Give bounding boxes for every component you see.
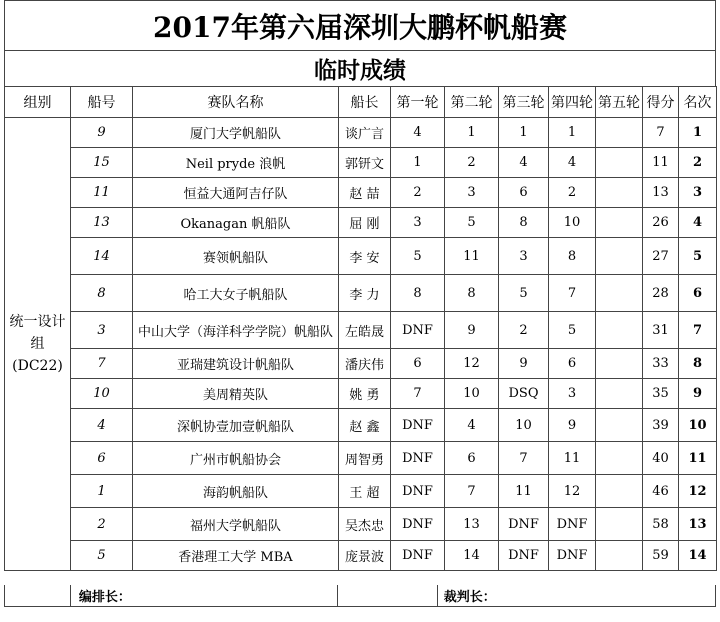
team-name-cell: 香港理工大学 MBA — [133, 541, 339, 571]
skipper-cell: 郭钘文 — [339, 148, 391, 178]
race-4-cell: 10 — [549, 208, 596, 238]
skipper-cell: 屈 刚 — [339, 208, 391, 238]
table-row — [5, 208, 717, 238]
header-cell: 第四轮 — [549, 87, 596, 118]
score-cell: 59 — [643, 541, 679, 571]
header-cell: 名次 — [679, 87, 717, 118]
page-title: 2017年第六届深圳大鹏杯帆船赛 — [4, 0, 716, 50]
boat-number-cell: 3 — [71, 312, 133, 349]
boat-number-cell: 15 — [71, 148, 133, 178]
race-4-cell: 2 — [549, 178, 596, 208]
race-3-cell: DSQ — [499, 379, 549, 409]
score-cell: 28 — [643, 275, 679, 312]
team-name-cell: 美周精英队 — [133, 379, 339, 409]
race-4-cell: 3 — [549, 379, 596, 409]
race-5-cell — [596, 178, 643, 208]
boat-number-cell: 4 — [71, 409, 133, 442]
race-2-cell: 9 — [445, 312, 499, 349]
header-row — [5, 87, 717, 118]
compiler-signature-field — [338, 585, 438, 606]
table-row — [5, 118, 717, 148]
race-1-cell: DNF — [391, 312, 445, 349]
header-cell: 赛队名称 — [133, 87, 339, 118]
skipper-cell: 王 超 — [339, 475, 391, 508]
race-2-cell: 2 — [445, 148, 499, 178]
table-row — [5, 442, 717, 475]
team-name-cell: 广州市帆船协会 — [133, 442, 339, 475]
race-5-cell — [596, 379, 643, 409]
score-cell: 13 — [643, 178, 679, 208]
skipper-cell: 潘庆伟 — [339, 349, 391, 379]
team-name-cell: 海韵帆船队 — [133, 475, 339, 508]
rank-cell: 6 — [679, 275, 717, 312]
score-cell: 39 — [643, 409, 679, 442]
race-5-cell — [596, 475, 643, 508]
race-4-cell: 1 — [549, 118, 596, 148]
race-5-cell — [596, 148, 643, 178]
table-row — [5, 508, 717, 541]
group-label-line: 统一设计 — [9, 314, 66, 330]
race-5-cell — [596, 409, 643, 442]
rank-cell: 14 — [679, 541, 717, 571]
race-1-cell: 1 — [391, 148, 445, 178]
group-cell — [5, 118, 71, 571]
footer-blank — [5, 585, 71, 606]
table-row — [5, 148, 717, 178]
race-2-cell: 11 — [445, 238, 499, 275]
table-row — [5, 349, 717, 379]
score-cell: 58 — [643, 508, 679, 541]
score-cell: 40 — [643, 442, 679, 475]
rank-cell: 11 — [679, 442, 717, 475]
team-name-cell: 厦门大学帆船队 — [133, 118, 339, 148]
race-2-cell: 4 — [445, 409, 499, 442]
race-2-cell: 6 — [445, 442, 499, 475]
race-1-cell: 4 — [391, 118, 445, 148]
score-cell: 33 — [643, 349, 679, 379]
race-3-cell: 9 — [499, 349, 549, 379]
rank-cell: 1 — [679, 118, 717, 148]
score-cell: 31 — [643, 312, 679, 349]
score-cell: 27 — [643, 238, 679, 275]
boat-number-cell: 6 — [71, 442, 133, 475]
judge-label: 裁判长： — [443, 590, 496, 605]
race-5-cell — [596, 541, 643, 571]
team-name-cell: Neil pryde 浪帆 — [133, 148, 339, 178]
race-3-cell: 4 — [499, 148, 549, 178]
team-name-cell: 亚瑞建筑设计帆船队 — [133, 349, 339, 379]
race-3-cell: 2 — [499, 312, 549, 349]
boat-number-cell: 2 — [71, 508, 133, 541]
header-cell: 船长 — [339, 87, 391, 118]
race-5-cell — [596, 118, 643, 148]
rank-cell: 9 — [679, 379, 717, 409]
race-5-cell — [596, 349, 643, 379]
race-5-cell — [596, 238, 643, 275]
race-3-cell: 5 — [499, 275, 549, 312]
race-4-cell: DNF — [549, 541, 596, 571]
race-2-cell: 8 — [445, 275, 499, 312]
race-2-cell: 12 — [445, 349, 499, 379]
race-2-cell: 14 — [445, 541, 499, 571]
score-cell: 26 — [643, 208, 679, 238]
race-3-cell: 8 — [499, 208, 549, 238]
table-row — [5, 541, 717, 571]
race-4-cell: 11 — [549, 442, 596, 475]
race-5-cell — [596, 208, 643, 238]
race-4-cell: DNF — [549, 508, 596, 541]
boat-number-cell: 5 — [71, 541, 133, 571]
page-subtitle: 临时成绩 — [4, 50, 716, 86]
race-2-cell: 13 — [445, 508, 499, 541]
table-row — [5, 275, 717, 312]
race-1-cell: 5 — [391, 238, 445, 275]
team-name-cell: 福州大学帆船队 — [133, 508, 339, 541]
race-2-cell: 1 — [445, 118, 499, 148]
race-1-cell: DNF — [391, 475, 445, 508]
race-3-cell: 6 — [499, 178, 549, 208]
skipper-cell: 谈广言 — [339, 118, 391, 148]
race-2-cell: 3 — [445, 178, 499, 208]
table-row — [5, 238, 717, 275]
race-5-cell — [596, 508, 643, 541]
boat-number-cell: 8 — [71, 275, 133, 312]
skipper-cell: 姚 勇 — [339, 379, 391, 409]
race-4-cell: 12 — [549, 475, 596, 508]
race-3-cell: 1 — [499, 118, 549, 148]
race-3-cell: 3 — [499, 238, 549, 275]
race-5-cell — [596, 275, 643, 312]
boat-number-cell: 13 — [71, 208, 133, 238]
group-label-line: (DC22) — [12, 358, 63, 374]
table-row — [5, 475, 717, 508]
race-1-cell: 6 — [391, 349, 445, 379]
rank-cell: 7 — [679, 312, 717, 349]
team-name-cell: 恒益大通阿吉仔队 — [133, 178, 339, 208]
header-cell: 第三轮 — [499, 87, 549, 118]
skipper-cell: 李 安 — [339, 238, 391, 275]
race-4-cell: 6 — [549, 349, 596, 379]
race-4-cell: 4 — [549, 148, 596, 178]
score-cell: 46 — [643, 475, 679, 508]
race-3-cell: 10 — [499, 409, 549, 442]
header-cell: 船号 — [71, 87, 133, 118]
race-3-cell: 11 — [499, 475, 549, 508]
results-body — [5, 118, 717, 571]
race-1-cell: DNF — [391, 508, 445, 541]
boat-number-cell: 9 — [71, 118, 133, 148]
score-cell: 11 — [643, 148, 679, 178]
race-1-cell: DNF — [391, 409, 445, 442]
header-cell: 第一轮 — [391, 87, 445, 118]
score-cell: 7 — [643, 118, 679, 148]
skipper-cell: 庞景波 — [339, 541, 391, 571]
rank-cell: 8 — [679, 349, 717, 379]
race-5-cell — [596, 312, 643, 349]
race-2-cell: 5 — [445, 208, 499, 238]
results-table — [4, 86, 717, 571]
score-cell: 35 — [643, 379, 679, 409]
race-4-cell: 9 — [549, 409, 596, 442]
table-row — [5, 312, 717, 349]
team-name-cell: 赛领帆船队 — [133, 238, 339, 275]
race-4-cell: 8 — [549, 238, 596, 275]
team-name-cell: Okanagan 帆船队 — [133, 208, 339, 238]
race-5-cell — [596, 442, 643, 475]
race-1-cell: DNF — [391, 541, 445, 571]
race-1-cell: 7 — [391, 379, 445, 409]
rank-cell: 5 — [679, 238, 717, 275]
table-row — [5, 379, 717, 409]
header-cell: 组别 — [5, 87, 71, 118]
skipper-cell: 吴杰忠 — [339, 508, 391, 541]
race-1-cell: 2 — [391, 178, 445, 208]
rank-cell: 2 — [679, 148, 717, 178]
rank-cell: 4 — [679, 208, 717, 238]
rank-cell: 10 — [679, 409, 717, 442]
skipper-cell: 左皓晟 — [339, 312, 391, 349]
header-cell: 得分 — [643, 87, 679, 118]
race-1-cell: 3 — [391, 208, 445, 238]
race-3-cell: 7 — [499, 442, 549, 475]
boat-number-cell: 10 — [71, 379, 133, 409]
team-name-cell: 哈工大女子帆船队 — [133, 275, 339, 312]
rank-cell: 3 — [679, 178, 717, 208]
boat-number-cell: 14 — [71, 238, 133, 275]
race-1-cell: DNF — [391, 442, 445, 475]
race-3-cell: DNF — [499, 541, 549, 571]
boat-number-cell: 7 — [71, 349, 133, 379]
race-2-cell: 7 — [445, 475, 499, 508]
compiler-label: 编排长： — [71, 585, 338, 606]
table-row — [5, 178, 717, 208]
race-1-cell: 8 — [391, 275, 445, 312]
rank-cell: 13 — [679, 508, 717, 541]
boat-number-cell: 11 — [71, 178, 133, 208]
race-4-cell: 5 — [549, 312, 596, 349]
header-cell: 第五轮 — [596, 87, 643, 118]
rank-cell: 12 — [679, 475, 717, 508]
boat-number-cell: 1 — [71, 475, 133, 508]
group-label-line: 组 — [30, 336, 45, 352]
race-3-cell: DNF — [499, 508, 549, 541]
table-row — [5, 409, 717, 442]
header-cell: 第二轮 — [445, 87, 499, 118]
team-name-cell: 中山大学（海洋科学学院）帆船队 — [133, 312, 339, 349]
skipper-cell: 李 力 — [339, 275, 391, 312]
signature-footer — [4, 585, 716, 607]
skipper-cell: 赵 鑫 — [339, 409, 391, 442]
skipper-cell: 周智勇 — [339, 442, 391, 475]
race-4-cell: 7 — [549, 275, 596, 312]
skipper-cell: 赵 喆 — [339, 178, 391, 208]
team-name-cell: 深帆协壹加壹帆船队 — [133, 409, 339, 442]
race-2-cell: 10 — [445, 379, 499, 409]
